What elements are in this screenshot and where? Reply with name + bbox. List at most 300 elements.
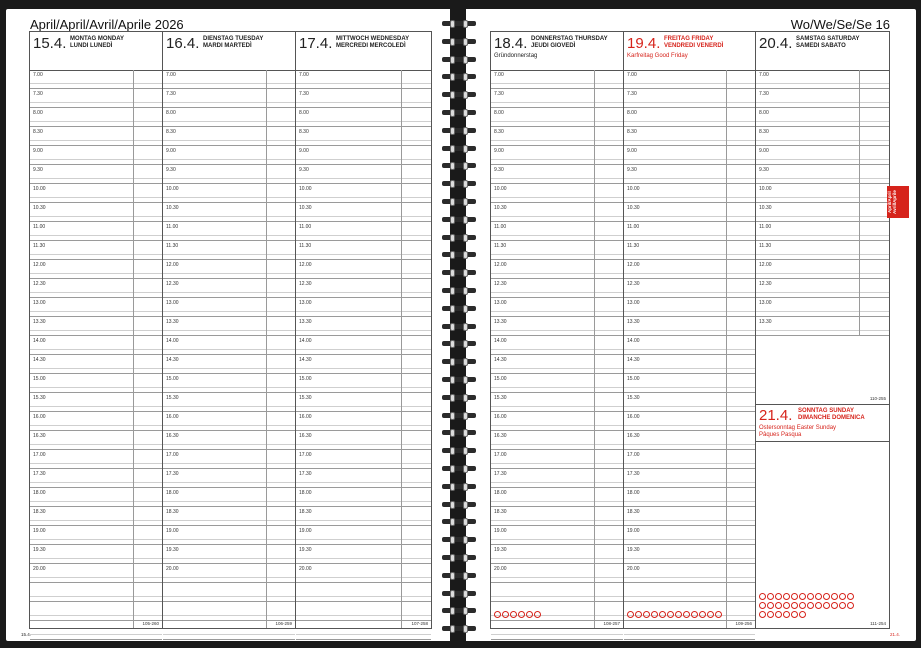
day-name-2: SAMEDI SABATO — [796, 43, 846, 49]
time-slot[interactable] — [296, 279, 431, 298]
day-name — [70, 36, 124, 50]
time-label: 17.00 — [627, 452, 640, 458]
time-label: 10.30 — [299, 205, 312, 211]
time-slot[interactable] — [30, 260, 162, 279]
time-label: 9.30 — [33, 167, 43, 173]
marker-circles — [494, 611, 542, 619]
time-label: 13.30 — [494, 319, 507, 325]
time-slot[interactable] — [163, 146, 295, 165]
sunday-block — [756, 404, 889, 442]
time-label: 7.00 — [33, 72, 43, 78]
time-slot[interactable] — [756, 127, 889, 146]
time-slot[interactable] — [163, 583, 295, 602]
time-label: 8.30 — [759, 129, 769, 135]
time-slot[interactable] — [756, 222, 889, 241]
time-slot[interactable] — [491, 526, 623, 545]
time-slot[interactable] — [491, 165, 623, 184]
time-slot[interactable] — [296, 222, 431, 241]
time-slot[interactable] — [163, 222, 295, 241]
time-label: 15.30 — [627, 395, 640, 401]
time-label: 10.30 — [33, 205, 46, 211]
spiral-coil — [440, 483, 478, 491]
time-slot[interactable] — [624, 336, 755, 355]
time-slot[interactable] — [491, 545, 623, 564]
time-label: 10.00 — [759, 186, 772, 192]
time-label: 10.30 — [494, 205, 507, 211]
time-slot[interactable] — [296, 203, 431, 222]
time-label: 15.00 — [33, 376, 46, 382]
time-label: 14.00 — [33, 338, 46, 344]
time-slot[interactable] — [30, 127, 162, 146]
spiral-coil — [440, 73, 478, 81]
time-label: 11.30 — [33, 243, 46, 249]
spiral-coil — [440, 287, 478, 295]
spiral-coil — [440, 412, 478, 420]
time-slot[interactable] — [30, 412, 162, 431]
time-label: 18.30 — [166, 509, 179, 515]
time-label: 13.30 — [166, 319, 179, 325]
time-label: 13.30 — [627, 319, 640, 325]
time-slot[interactable] — [296, 583, 431, 602]
time-slot[interactable] — [163, 545, 295, 564]
time-label: 11.00 — [299, 224, 312, 230]
time-slot[interactable] — [30, 507, 162, 526]
holiday-label: Karfreitag Good Friday — [627, 53, 688, 59]
time-slot[interactable] — [163, 279, 295, 298]
time-label: 8.30 — [299, 129, 309, 135]
time-slot[interactable] — [491, 89, 623, 108]
time-slot[interactable] — [296, 184, 431, 203]
time-slot[interactable] — [30, 317, 162, 336]
spiral-coil — [440, 376, 478, 384]
time-slot[interactable] — [296, 393, 431, 412]
time-slot[interactable] — [30, 89, 162, 108]
time-slot[interactable] — [756, 165, 889, 184]
time-slot[interactable] — [491, 279, 623, 298]
time-label: 19.00 — [627, 528, 640, 534]
time-slot[interactable] — [30, 564, 162, 583]
time-label: 18.30 — [494, 509, 507, 515]
time-slot[interactable] — [296, 241, 431, 260]
time-label: 18.30 — [627, 509, 640, 515]
time-slot[interactable] — [624, 70, 755, 89]
time-slot[interactable] — [624, 488, 755, 507]
time-label: 15.00 — [166, 376, 179, 382]
time-slot[interactable] — [30, 146, 162, 165]
spiral-coil — [440, 109, 478, 117]
time-slot[interactable] — [624, 108, 755, 127]
time-slot[interactable] — [163, 374, 295, 393]
time-slot[interactable] — [163, 526, 295, 545]
time-slot[interactable] — [491, 146, 623, 165]
time-label: 7.30 — [33, 91, 43, 97]
time-slot[interactable] — [491, 260, 623, 279]
time-slot[interactable] — [756, 241, 889, 260]
time-slot[interactable] — [163, 336, 295, 355]
time-slot[interactable] — [296, 355, 431, 374]
time-slot[interactable] — [624, 165, 755, 184]
time-slot[interactable] — [491, 222, 623, 241]
time-slot[interactable] — [296, 127, 431, 146]
day-number: 20.4. — [759, 35, 793, 52]
right-corner-date: 21.4. — [889, 632, 900, 637]
time-label: 11.00 — [627, 224, 640, 230]
time-slot[interactable] — [296, 488, 431, 507]
time-slot[interactable] — [30, 526, 162, 545]
time-label: 16.00 — [299, 414, 312, 420]
day-name-1: SAMSTAG SATURDAY — [796, 36, 860, 42]
time-label: 8.00 — [494, 110, 504, 116]
time-slot[interactable] — [491, 488, 623, 507]
time-rows — [491, 70, 623, 640]
time-slot[interactable] — [30, 450, 162, 469]
time-label: 8.30 — [166, 129, 176, 135]
time-slot[interactable] — [491, 298, 623, 317]
time-label: 16.00 — [166, 414, 179, 420]
time-label: 15.00 — [627, 376, 640, 382]
time-label: 20.00 — [299, 566, 312, 572]
time-label: 12.30 — [494, 281, 507, 287]
time-slot[interactable] — [30, 70, 162, 89]
time-slot[interactable] — [296, 545, 431, 564]
time-label: 12.00 — [627, 262, 640, 268]
time-slot[interactable] — [30, 583, 162, 602]
time-slot[interactable] — [296, 260, 431, 279]
time-slot[interactable] — [624, 298, 755, 317]
time-slot[interactable] — [756, 89, 889, 108]
time-label: 13.30 — [33, 319, 46, 325]
time-slot[interactable] — [30, 431, 162, 450]
time-slot[interactable] — [296, 602, 431, 621]
month-tab[interactable]: April/April Avril/Aprile — [887, 186, 909, 218]
time-slot[interactable] — [30, 545, 162, 564]
time-slot[interactable] — [30, 355, 162, 374]
time-slot[interactable] — [30, 336, 162, 355]
time-label: 8.30 — [627, 129, 637, 135]
time-slot[interactable] — [296, 70, 431, 89]
spiral-coil — [440, 394, 478, 402]
time-slot[interactable] — [624, 374, 755, 393]
day-header — [163, 32, 295, 71]
spiral-coil — [440, 358, 478, 366]
marker-circles — [759, 593, 855, 601]
time-slot[interactable] — [163, 393, 295, 412]
time-slot[interactable] — [296, 89, 431, 108]
time-label: 11.00 — [33, 224, 46, 230]
time-slot[interactable] — [491, 412, 623, 431]
time-slot[interactable] — [30, 393, 162, 412]
time-slot[interactable] — [491, 241, 623, 260]
time-slot[interactable] — [30, 241, 162, 260]
time-slot[interactable] — [491, 317, 623, 336]
time-slot[interactable] — [624, 203, 755, 222]
time-slot[interactable] — [296, 298, 431, 317]
time-label: 10.00 — [33, 186, 46, 192]
time-slot[interactable] — [30, 108, 162, 127]
time-slot[interactable] — [624, 317, 755, 336]
time-slot[interactable] — [624, 89, 755, 108]
time-slot[interactable] — [624, 583, 755, 602]
day-header — [30, 32, 162, 71]
time-slot[interactable] — [30, 298, 162, 317]
spiral-binding — [440, 20, 478, 640]
time-label: 10.00 — [627, 186, 640, 192]
time-slot[interactable] — [756, 70, 889, 89]
time-slot[interactable] — [30, 279, 162, 298]
time-slot[interactable] — [163, 469, 295, 488]
spiral-coil — [440, 554, 478, 562]
time-slot[interactable] — [296, 450, 431, 469]
time-label: 19.30 — [166, 547, 179, 553]
time-label: 7.00 — [166, 72, 176, 78]
time-slot[interactable] — [491, 374, 623, 393]
time-slot[interactable] — [491, 184, 623, 203]
time-rows — [296, 70, 431, 640]
time-label: 7.00 — [759, 72, 769, 78]
time-slot[interactable] — [296, 469, 431, 488]
time-label: 17.00 — [494, 452, 507, 458]
day-column-3 — [296, 32, 431, 628]
time-slot[interactable] — [491, 450, 623, 469]
time-slot[interactable] — [163, 507, 295, 526]
time-slot[interactable] — [163, 165, 295, 184]
time-slot[interactable] — [756, 298, 889, 317]
time-slot[interactable] — [163, 241, 295, 260]
time-label: 12.00 — [166, 262, 179, 268]
time-slot[interactable] — [296, 336, 431, 355]
time-label: 7.00 — [627, 72, 637, 78]
time-label: 10.00 — [166, 186, 179, 192]
spiral-coil — [440, 216, 478, 224]
time-label: 11.30 — [759, 243, 772, 249]
spiral-coil — [440, 447, 478, 455]
time-label: 8.00 — [166, 110, 176, 116]
time-label: 13.00 — [627, 300, 640, 306]
day-header — [624, 32, 755, 71]
time-slot[interactable] — [624, 355, 755, 374]
time-label: 17.00 — [299, 452, 312, 458]
time-slot[interactable] — [163, 203, 295, 222]
day-name — [336, 36, 409, 50]
spiral-coil — [440, 251, 478, 259]
time-slot[interactable] — [624, 545, 755, 564]
time-slot[interactable] — [491, 70, 623, 89]
time-slot[interactable] — [624, 241, 755, 260]
time-label: 20.00 — [33, 566, 46, 572]
time-slot[interactable] — [491, 431, 623, 450]
time-label: 19.00 — [33, 528, 46, 534]
sunday-holiday-1: Ostersonntag Easter Sunday — [759, 425, 837, 431]
time-label: 12.30 — [627, 281, 640, 287]
time-slot[interactable] — [296, 564, 431, 583]
time-label: 8.00 — [759, 110, 769, 116]
time-slot[interactable] — [756, 184, 889, 203]
time-slot[interactable] — [491, 564, 623, 583]
time-slot[interactable] — [624, 279, 755, 298]
spiral-coil — [440, 145, 478, 153]
time-slot[interactable] — [624, 412, 755, 431]
day-name — [664, 36, 723, 50]
time-label: 11.30 — [627, 243, 640, 249]
time-label: 12.00 — [759, 262, 772, 268]
spiral-coil — [440, 20, 478, 28]
time-label: 17.30 — [494, 471, 507, 477]
time-slot[interactable] — [624, 564, 755, 583]
time-slot[interactable] — [30, 469, 162, 488]
time-slot[interactable] — [163, 564, 295, 583]
time-slot[interactable] — [756, 260, 889, 279]
time-slot[interactable] — [756, 279, 889, 298]
time-label: 9.00 — [627, 148, 637, 154]
time-label: 20.00 — [494, 566, 507, 572]
time-label: 10.30 — [627, 205, 640, 211]
spiral-coil — [440, 127, 478, 135]
spiral-coil — [440, 607, 478, 615]
time-label: 7.00 — [299, 72, 309, 78]
time-slot[interactable] — [624, 184, 755, 203]
time-slot[interactable] — [756, 146, 889, 165]
time-label: 13.00 — [759, 300, 772, 306]
time-label: 14.30 — [299, 357, 312, 363]
time-slot[interactable] — [163, 355, 295, 374]
time-slot[interactable] — [624, 222, 755, 241]
time-label: 19.30 — [299, 547, 312, 553]
time-slot[interactable] — [491, 127, 623, 146]
time-label: 15.30 — [494, 395, 507, 401]
time-label: 11.30 — [166, 243, 179, 249]
time-slot[interactable] — [491, 203, 623, 222]
time-slot[interactable] — [30, 184, 162, 203]
time-slot[interactable] — [30, 203, 162, 222]
time-slot[interactable] — [491, 469, 623, 488]
time-label: 7.30 — [166, 91, 176, 97]
time-slot[interactable] — [296, 165, 431, 184]
time-slot[interactable] — [163, 89, 295, 108]
time-slot[interactable] — [296, 374, 431, 393]
time-slot[interactable] — [624, 526, 755, 545]
time-slot[interactable] — [163, 317, 295, 336]
time-slot[interactable] — [163, 298, 295, 317]
right-day-grid — [490, 31, 890, 629]
day-name-2: MERCREDI MERCOLEDÌ — [336, 43, 406, 49]
time-slot[interactable] — [624, 260, 755, 279]
time-slot[interactable] — [624, 127, 755, 146]
time-slot[interactable] — [296, 431, 431, 450]
time-slot[interactable] — [163, 602, 295, 621]
spiral-coil — [440, 501, 478, 509]
time-label: 13.00 — [33, 300, 46, 306]
time-slot[interactable] — [756, 317, 889, 336]
time-slot[interactable] — [296, 507, 431, 526]
time-slot[interactable] — [491, 393, 623, 412]
time-slot[interactable] — [296, 146, 431, 165]
spiral-coil — [440, 429, 478, 437]
time-slot[interactable] — [624, 450, 755, 469]
time-label: 9.00 — [33, 148, 43, 154]
day-name — [203, 36, 263, 50]
time-slot[interactable] — [163, 260, 295, 279]
day-name-2: LUNDI LUNEDÌ — [70, 43, 113, 49]
time-label: 8.00 — [627, 110, 637, 116]
time-label: 11.00 — [494, 224, 507, 230]
day-name — [531, 36, 608, 50]
time-label: 14.00 — [166, 338, 179, 344]
time-label: 17.00 — [166, 452, 179, 458]
sunday-name-2: DIMANCHE DOMENICA — [798, 415, 865, 421]
time-rows — [756, 70, 889, 336]
marker-circles — [759, 602, 855, 610]
time-label: 13.00 — [299, 300, 312, 306]
time-slot[interactable] — [30, 374, 162, 393]
time-slot[interactable] — [491, 507, 623, 526]
day-column-2 — [624, 32, 756, 628]
time-slot[interactable] — [163, 70, 295, 89]
time-slot[interactable] — [163, 412, 295, 431]
spiral-coil — [440, 234, 478, 242]
time-label: 13.00 — [494, 300, 507, 306]
time-slot[interactable] — [30, 488, 162, 507]
time-label: 11.00 — [166, 224, 179, 230]
time-label: 16.30 — [33, 433, 46, 439]
time-slot[interactable] — [163, 108, 295, 127]
time-label: 16.00 — [627, 414, 640, 420]
spiral-coil — [440, 198, 478, 206]
time-slot[interactable] — [624, 507, 755, 526]
day-footer-code: 109-256 — [735, 621, 752, 626]
time-slot[interactable] — [756, 203, 889, 222]
spiral-coil — [440, 518, 478, 526]
time-label: 15.00 — [299, 376, 312, 382]
time-slot[interactable] — [624, 469, 755, 488]
time-slot[interactable] — [30, 222, 162, 241]
time-slot[interactable] — [296, 412, 431, 431]
time-slot[interactable] — [163, 450, 295, 469]
time-label: 15.30 — [299, 395, 312, 401]
time-slot[interactable] — [163, 488, 295, 507]
time-label: 9.30 — [299, 167, 309, 173]
time-slot[interactable] — [756, 108, 889, 127]
left-corner-date: 15.4. — [21, 632, 32, 637]
time-label: 14.00 — [627, 338, 640, 344]
time-slot[interactable] — [296, 108, 431, 127]
time-label: 19.30 — [494, 547, 507, 553]
time-slot[interactable] — [163, 184, 295, 203]
time-label: 16.00 — [494, 414, 507, 420]
time-slot[interactable] — [491, 355, 623, 374]
time-slot[interactable] — [624, 393, 755, 412]
time-slot[interactable] — [296, 526, 431, 545]
time-slot[interactable] — [624, 431, 755, 450]
day-name — [796, 36, 860, 50]
time-slot[interactable] — [30, 602, 162, 621]
time-slot[interactable] — [624, 146, 755, 165]
time-slot[interactable] — [163, 431, 295, 450]
time-slot[interactable] — [30, 165, 162, 184]
time-label: 9.00 — [299, 148, 309, 154]
time-slot[interactable] — [491, 583, 623, 602]
time-slot[interactable] — [491, 336, 623, 355]
time-label: 9.30 — [494, 167, 504, 173]
time-slot[interactable] — [491, 108, 623, 127]
time-label: 7.30 — [627, 91, 637, 97]
time-slot[interactable] — [163, 127, 295, 146]
time-slot[interactable] — [296, 317, 431, 336]
time-label: 20.00 — [627, 566, 640, 572]
time-label: 7.30 — [494, 91, 504, 97]
sunday-holiday-2: Pâques Pasqua — [759, 432, 802, 438]
time-label: 14.30 — [166, 357, 179, 363]
sunday-holiday — [759, 425, 836, 439]
